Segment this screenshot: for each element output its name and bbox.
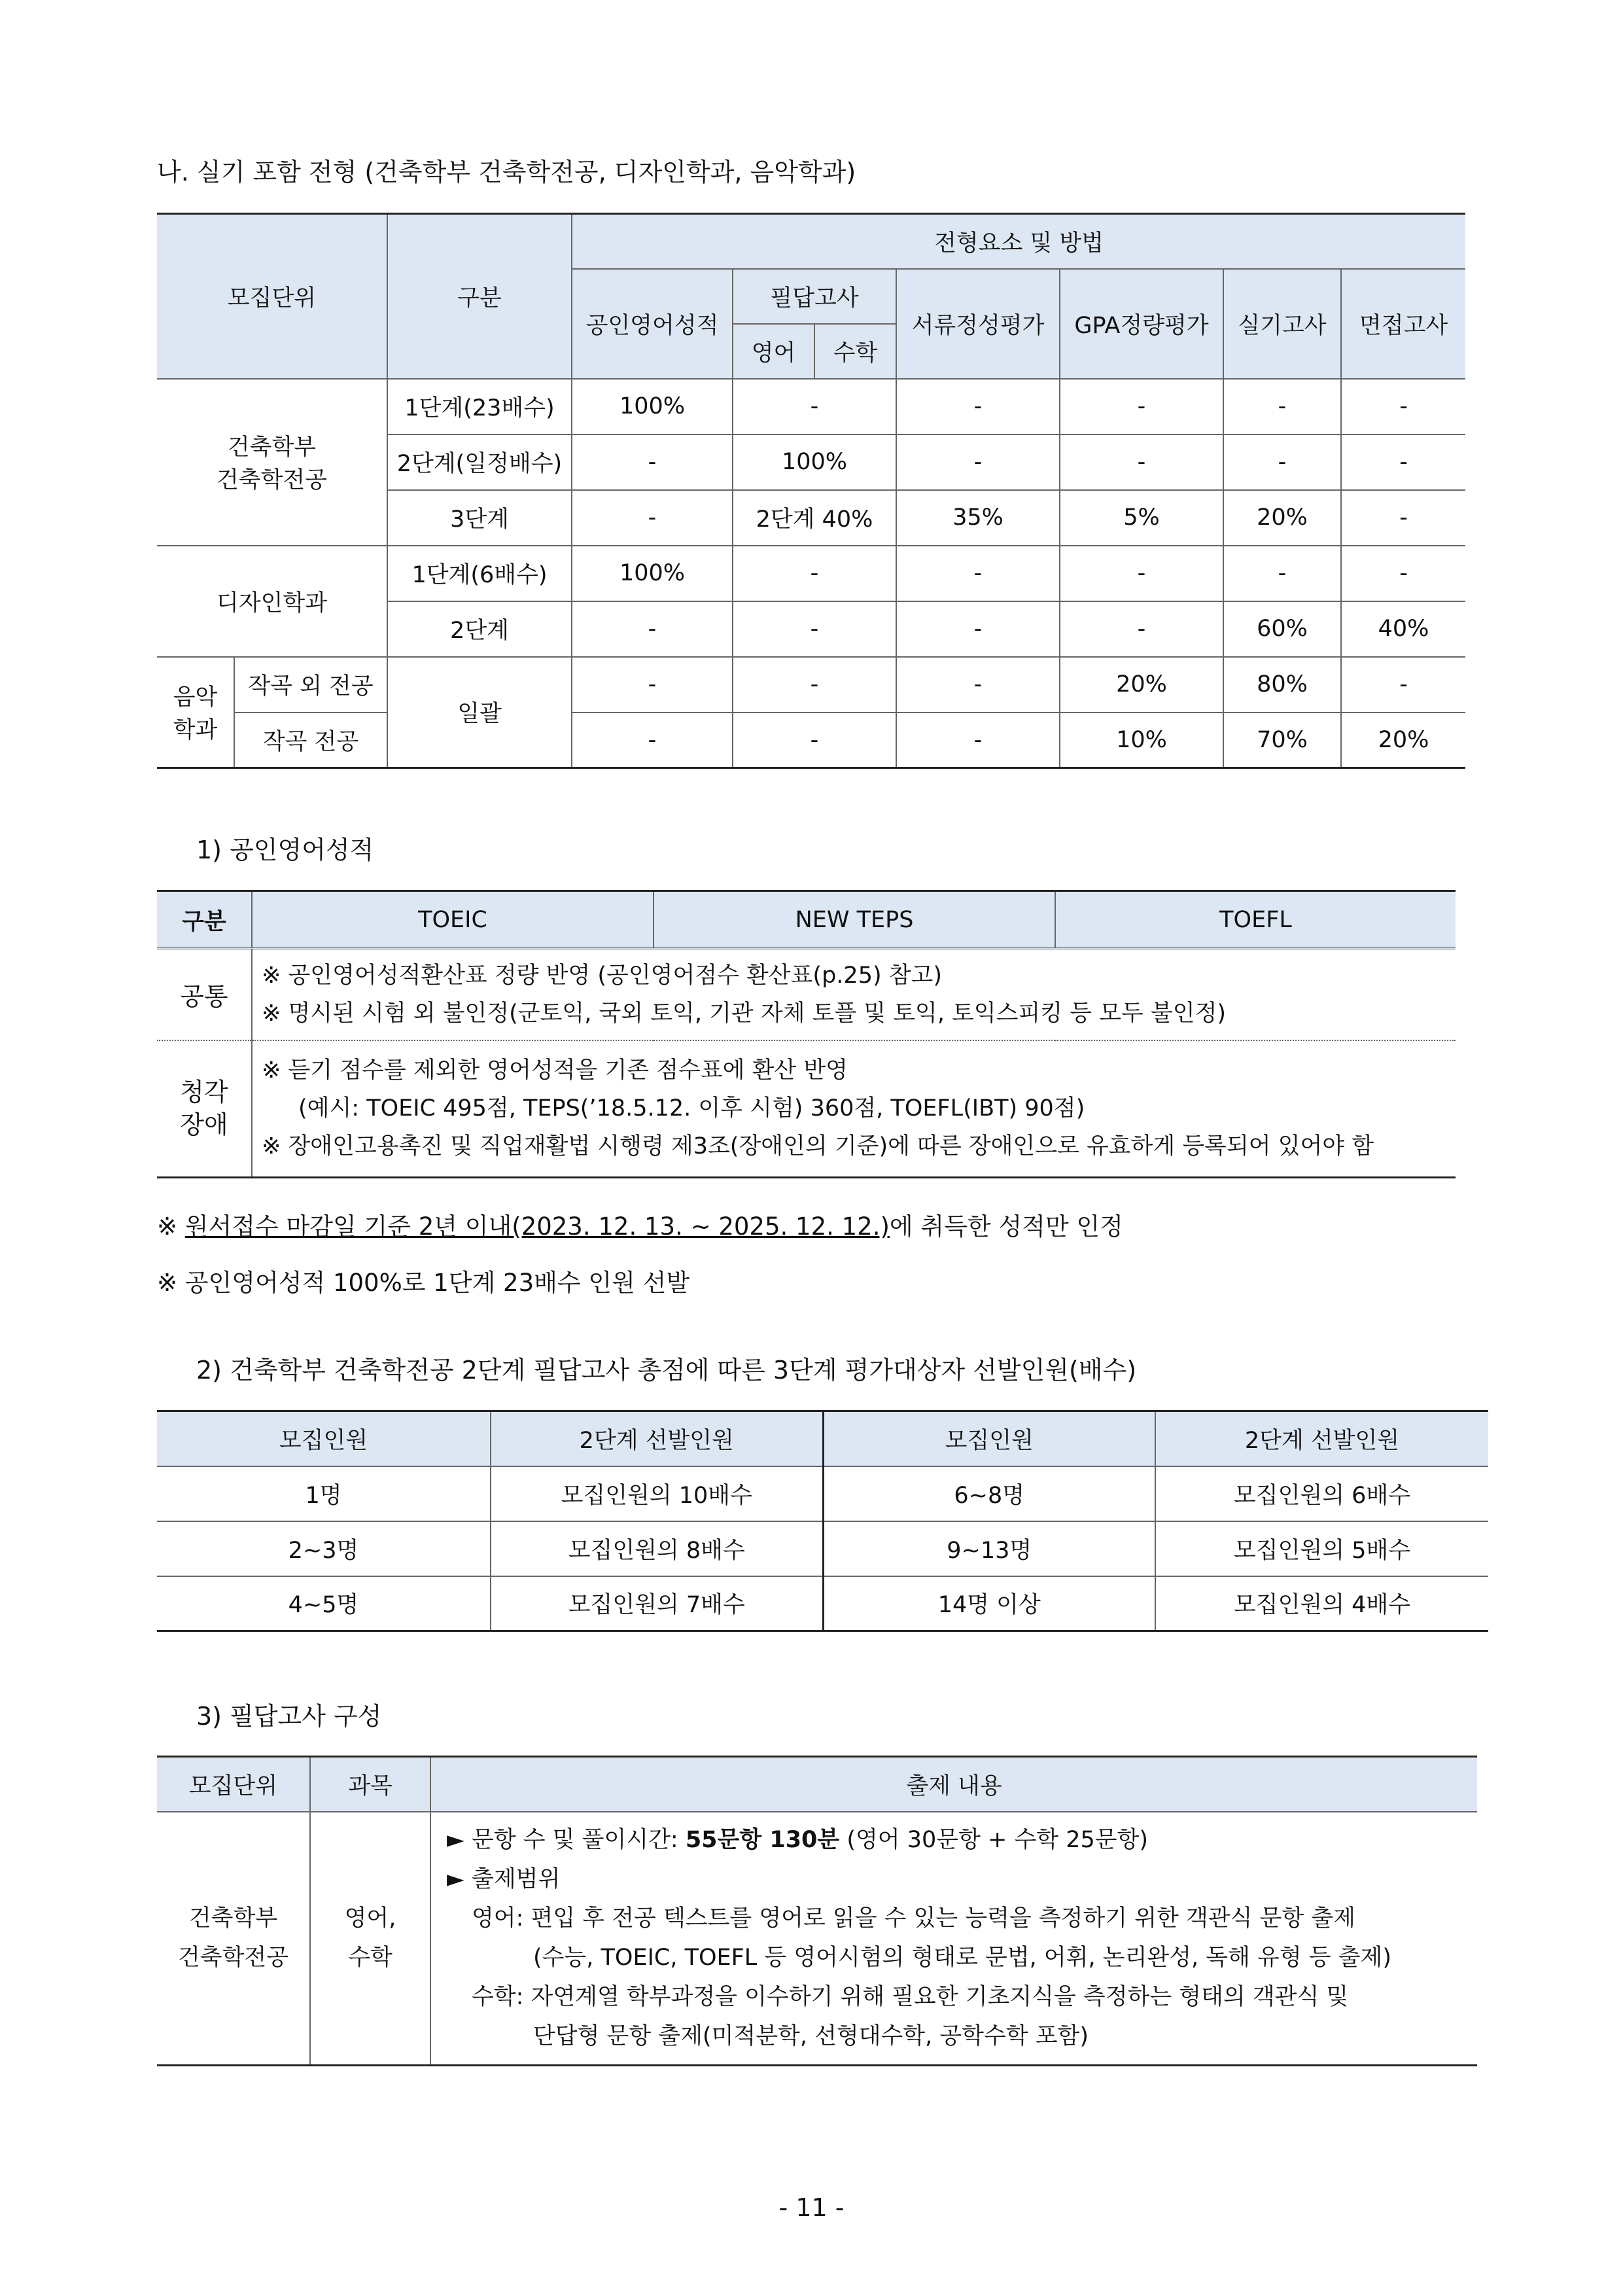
header-practical-exam: 실기고사 (1223, 269, 1341, 379)
subsection-title-2: 2) 건축학부 건축학전공 2단계 필답고사 총점에 따른 3단계 평가대상자 선발인원(배수) (196, 1356, 1137, 1385)
value-cell: - (572, 434, 733, 490)
unit-design: 디자인학과 (157, 546, 387, 657)
content-line: 수학: 자연계열 학부과정을 이수하기 위해 필요한 기초지식을 측정하는 형태의 객관식 및 (472, 1984, 1349, 2011)
value-cell: 6~8명 (823, 1466, 1155, 1521)
header-unit: 모집단위 (157, 1757, 310, 1812)
header-method: 전형요소 및 방법 (572, 214, 1465, 269)
header-document-eval: 서류정성평가 (896, 269, 1060, 379)
value-cell: - (1060, 379, 1223, 434)
header-content: 출제 내용 (430, 1757, 1477, 1812)
table-row (157, 657, 1465, 713)
value-cell: 2단계 40% (733, 490, 896, 546)
division-cell: 2단계 (387, 601, 572, 657)
content-line: 단답형 문항 출제(미적분학, 선형대수학, 공학수학 포함) (533, 2023, 1089, 2050)
table-row (157, 546, 1465, 601)
sub-major-cell: 작곡 전공 (234, 713, 387, 768)
table-row (157, 1466, 1488, 1521)
value-cell: - (733, 379, 896, 434)
subsection-title-1: 1) 공인영어성적 (196, 836, 374, 864)
division-cell: 1단계(23배수) (387, 379, 572, 434)
division-cell: 2단계(일정배수) (387, 434, 572, 490)
value-cell: - (733, 657, 896, 713)
value-cell: - (896, 379, 1060, 434)
value-cell: 모집인원의 6배수 (1155, 1466, 1488, 1521)
common-notes (252, 949, 1456, 1040)
value-cell: 모집인원의 8배수 (491, 1521, 823, 1576)
value-cell: - (1060, 601, 1223, 657)
value-cell: - (896, 657, 1060, 713)
header-written-exam: 필답고사 (733, 269, 896, 324)
content-line (447, 1820, 1477, 1860)
subject-line: 영어, (344, 1905, 396, 1932)
value-cell: - (572, 490, 733, 546)
value-cell: - (1223, 546, 1341, 601)
header-recruit-left: 모집인원 (157, 1411, 491, 1466)
value-cell: 14명 이상 (823, 1576, 1155, 1631)
unit-music (157, 657, 234, 768)
value-cell: - (572, 713, 733, 768)
value-cell: - (1341, 546, 1465, 601)
sub-major-cell: 작곡 외 전공 (234, 657, 387, 713)
section-title: 나. 실기 포함 전형 (건축학부 건축학전공, 디자인학과, 음악학과) (157, 158, 856, 186)
value-cell: 2~3명 (157, 1521, 491, 1576)
value-cell: 100% (572, 379, 733, 434)
header-english-score: 공인영어성적 (572, 269, 733, 379)
value-cell: 5% (1060, 490, 1223, 546)
value-cell: 모집인원의 7배수 (491, 1576, 823, 1631)
value-cell: 10% (1060, 713, 1223, 768)
admission-elements-table (157, 213, 1465, 769)
header-toeic: TOEIC (252, 891, 654, 949)
header-written-english: 영어 (733, 324, 814, 379)
value-cell: 100% (572, 546, 733, 601)
value-cell: - (572, 601, 733, 657)
note-underlined: 원서접수 마감일 기준 2년 이내(2023. 12. 13. ~ 2025. 12. 12.) (184, 1212, 890, 1241)
value-cell: 100% (733, 434, 896, 490)
header-select-left: 2단계 선발인원 (491, 1411, 823, 1466)
unit-architecture (157, 379, 387, 546)
exam-content (430, 1812, 1477, 2066)
content-line: ► 출제범위 (447, 1866, 561, 1893)
note-line: ※ 듣기 점수를 제외한 영어성적을 기존 점수표에 환산 반영 (262, 1057, 848, 1084)
content-text: ► 문항 수 및 풀이시간: (447, 1827, 686, 1854)
header-written-math: 수학 (814, 324, 896, 379)
value-cell: 20% (1223, 490, 1341, 546)
division-cell: 3단계 (387, 490, 572, 546)
value-cell: - (896, 434, 1060, 490)
value-cell: - (1341, 379, 1465, 434)
label-line: 장애 (180, 1110, 228, 1140)
header-division: 구분 (157, 891, 252, 949)
value-cell: - (733, 601, 896, 657)
header-teps: NEW TEPS (654, 891, 1055, 949)
value-cell: 모집인원의 5배수 (1155, 1521, 1488, 1576)
table-row (157, 713, 1465, 768)
header-recruit-right: 모집인원 (823, 1411, 1155, 1466)
note-selection: ※ 공인영어성적 100%로 1단계 23배수 인원 선발 (157, 1269, 690, 1297)
header-subject: 과목 (310, 1757, 430, 1812)
content-text: (영어 30문항 + 수학 25문항) (839, 1827, 1149, 1854)
value-cell: - (572, 657, 733, 713)
content-line: (수능, TOEIC, TOEFL 등 영어시험의 형태로 문법, 어휘, 논리완성, 독해 유형 등 출제) (533, 1945, 1391, 1971)
unit-line: 건축학전공 (216, 467, 328, 493)
header-unit: 모집단위 (157, 214, 387, 379)
value-cell: 4~5명 (157, 1576, 491, 1631)
note-line: ※ 공인영어성적환산표 정량 반영 (공인영어점수 환산표(p.25) 참고) (262, 962, 943, 989)
division-cell: 일괄 (387, 657, 572, 768)
note-line: ※ 장애인고용촉진 및 직업재활법 시행령 제3조(장애인의 기준)에 따른 장애인으로 유효하게 등록되어 있어야 함 (262, 1133, 1374, 1160)
hearing-impaired-notes (252, 1040, 1456, 1178)
value-cell: - (896, 713, 1060, 768)
value-cell: 80% (1223, 657, 1341, 713)
note-line: (예시: TOEIC 495점, TEPS(’18.5.12. 이후 시험) 360점, TOEFL(IBT) 90점) (298, 1095, 1085, 1122)
table-row (157, 379, 1465, 434)
value-cell: - (733, 713, 896, 768)
value-cell: 9~13명 (823, 1521, 1155, 1576)
unit-line: 건축학전공 (177, 1945, 289, 1971)
header-interview: 면접고사 (1341, 269, 1465, 379)
written-exam-table (157, 1756, 1477, 2066)
unit-line: 건축학부 (188, 1905, 278, 1932)
value-cell: - (896, 601, 1060, 657)
table-row (157, 1521, 1488, 1576)
header-toefl: TOEFL (1055, 891, 1456, 949)
value-cell: 60% (1223, 601, 1341, 657)
unit-line: 학과 (173, 717, 218, 744)
value-cell: - (1341, 657, 1465, 713)
value-cell: - (1060, 546, 1223, 601)
unit-line: 음악 (173, 684, 218, 711)
value-cell: - (896, 546, 1060, 601)
note-prefix: ※ (157, 1212, 185, 1241)
value-cell: 1명 (157, 1466, 491, 1521)
value-cell: 40% (1341, 601, 1465, 657)
value-cell: 20% (1341, 713, 1465, 768)
content-line: 영어: 편입 후 전공 텍스트를 영어로 읽을 수 있는 능력을 측정하기 위한 객관식 문항 출제 (472, 1905, 1355, 1932)
table-row (157, 1576, 1488, 1631)
value-cell: - (1223, 434, 1341, 490)
english-score-table (157, 890, 1456, 1178)
value-cell: - (1341, 434, 1465, 490)
label-line: 청각 (180, 1078, 228, 1107)
page-number: - 11 - (778, 2193, 845, 2222)
subjects (310, 1812, 430, 2066)
value-cell: 35% (896, 490, 1060, 546)
selection-ratio-table (157, 1410, 1488, 1632)
subject-line: 수학 (348, 1945, 393, 1971)
header-division: 구분 (387, 214, 572, 379)
value-cell: 20% (1060, 657, 1223, 713)
note-line: ※ 명시된 시험 외 불인정(군토익, 국외 토익, 기관 자체 토플 및 토익, 토익스피킹 등 모두 불인정) (262, 1000, 1227, 1027)
content-emphasis: 55문항 130분 (685, 1827, 840, 1854)
value-cell: - (1060, 434, 1223, 490)
header-gpa-eval: GPA정량평가 (1060, 269, 1223, 379)
common-label: 공통 (157, 949, 252, 1040)
hearing-impaired-label (157, 1040, 252, 1178)
value-cell: - (733, 546, 896, 601)
note-valid-period (157, 1207, 1123, 1242)
value-cell: - (1223, 379, 1341, 434)
value-cell: 모집인원의 4배수 (1155, 1576, 1488, 1631)
header-select-right: 2단계 선발인원 (1155, 1411, 1488, 1466)
subsection-title-3: 3) 필답고사 구성 (196, 1702, 382, 1731)
unit-line: 건축학부 (227, 434, 317, 461)
unit-architecture (157, 1812, 310, 2066)
value-cell: 모집인원의 10배수 (491, 1466, 823, 1521)
value-cell: - (1341, 490, 1465, 546)
division-cell: 1단계(6배수) (387, 546, 572, 601)
note-suffix: 에 취득한 성적만 인정 (889, 1212, 1123, 1241)
value-cell: 70% (1223, 713, 1341, 768)
